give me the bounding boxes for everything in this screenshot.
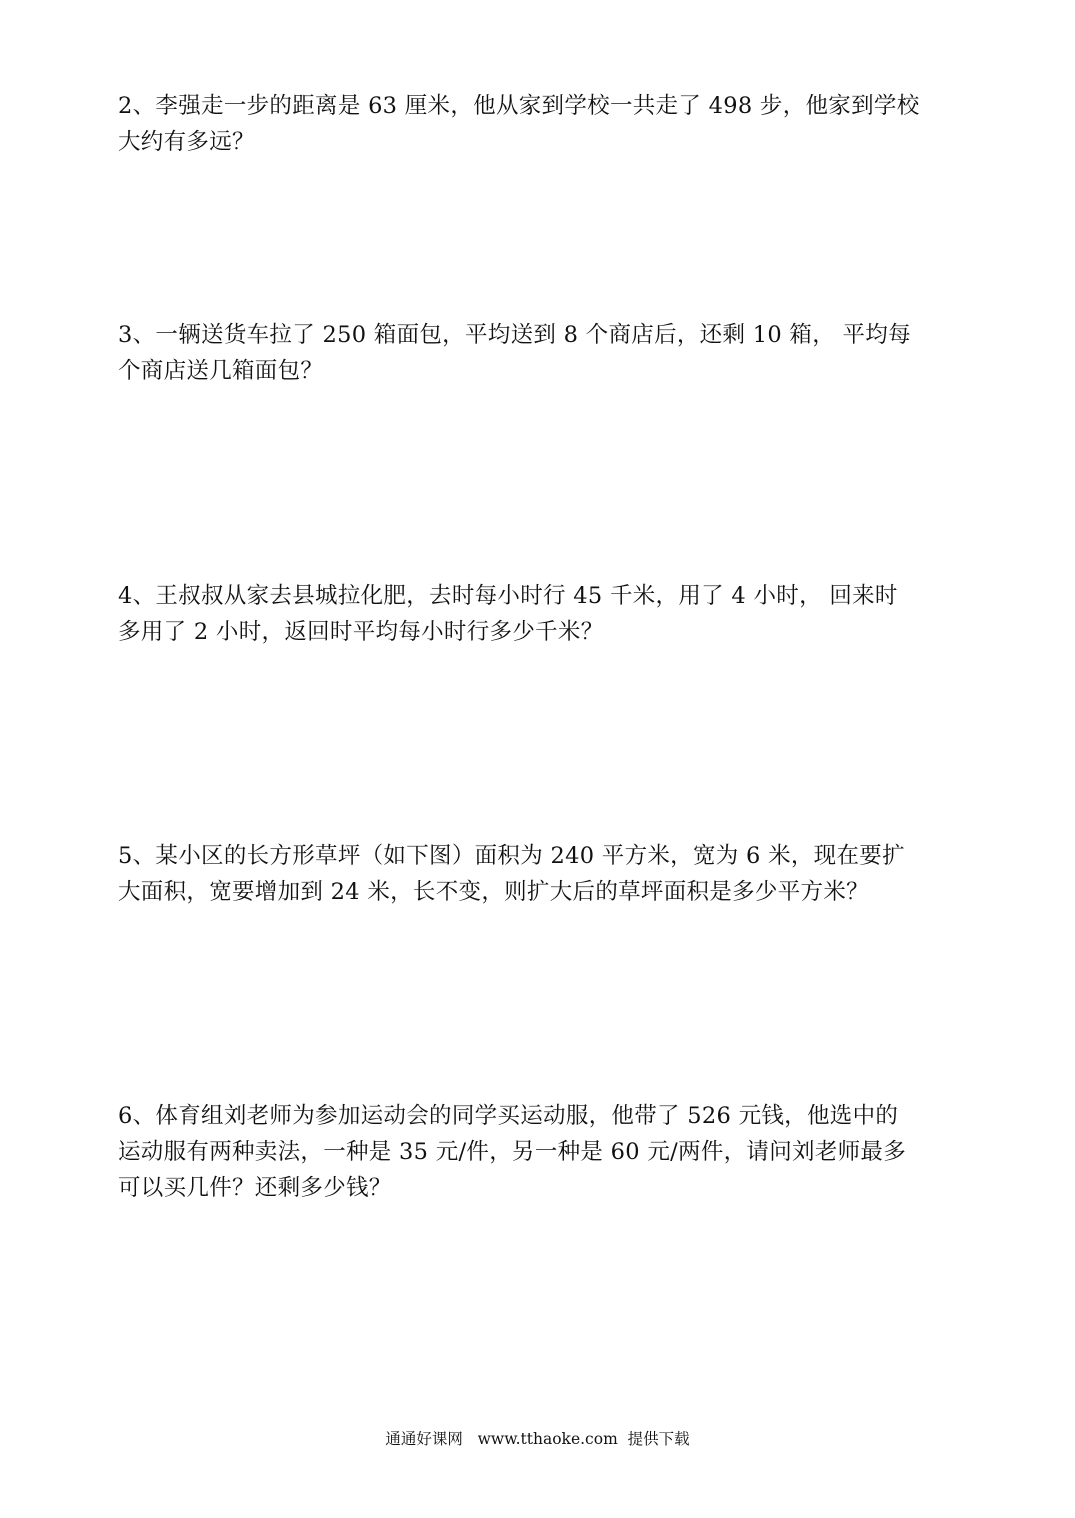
question-4-line-1: 4、王叔叔从家去县城拉化肥，去时每小时行 45 千米，用了 4 小时， 回来时 xyxy=(118,583,898,609)
footer-site-name: 通通好课网 xyxy=(385,1430,463,1448)
question-6-line-3: 可以买几件？还剩多少钱？ xyxy=(118,1175,392,1201)
question-4-line-2: 多用了 2 小时，返回时平均每小时行多少千米？ xyxy=(118,619,604,645)
question-5 xyxy=(118,838,963,910)
question-3-line-1: 3、一辆送货车拉了 250 箱面包，平均送到 8 个商店后，还剩 10 箱， 平均每 xyxy=(118,322,911,348)
question-2-line-2: 大约有多远？ xyxy=(118,129,255,155)
question-5-line-2: 大面积，宽要增加到 24 米，长不变，则扩大后的草坪面积是多少平方米？ xyxy=(118,879,869,905)
footer-url: www.tthaoke.com xyxy=(477,1430,618,1448)
question-6 xyxy=(118,1098,963,1206)
question-2 xyxy=(118,88,963,160)
question-6-line-2: 运动服有两种卖法，一种是 35 元/件，另一种是 60 元/两件，请问刘老师最多 xyxy=(118,1139,907,1165)
question-5-line-1: 5、某小区的长方形草坪（如下图）面积为 240 平方米，宽为 6 米，现在要扩 xyxy=(118,843,905,869)
question-4 xyxy=(118,578,963,650)
question-6-line-1: 6、体育组刘老师为参加运动会的同学买运动服，他带了 526 元钱，他选中的 xyxy=(118,1103,899,1129)
page-footer xyxy=(0,1427,1075,1451)
question-2-line-1: 2、李强走一步的距离是 63 厘米，他从家到学校一共走了 498 步，他家到学校 xyxy=(118,93,920,119)
question-3 xyxy=(118,317,963,389)
question-3-line-2: 个商店送几箱面包？ xyxy=(118,358,324,384)
footer-note: 提供下载 xyxy=(627,1430,690,1448)
